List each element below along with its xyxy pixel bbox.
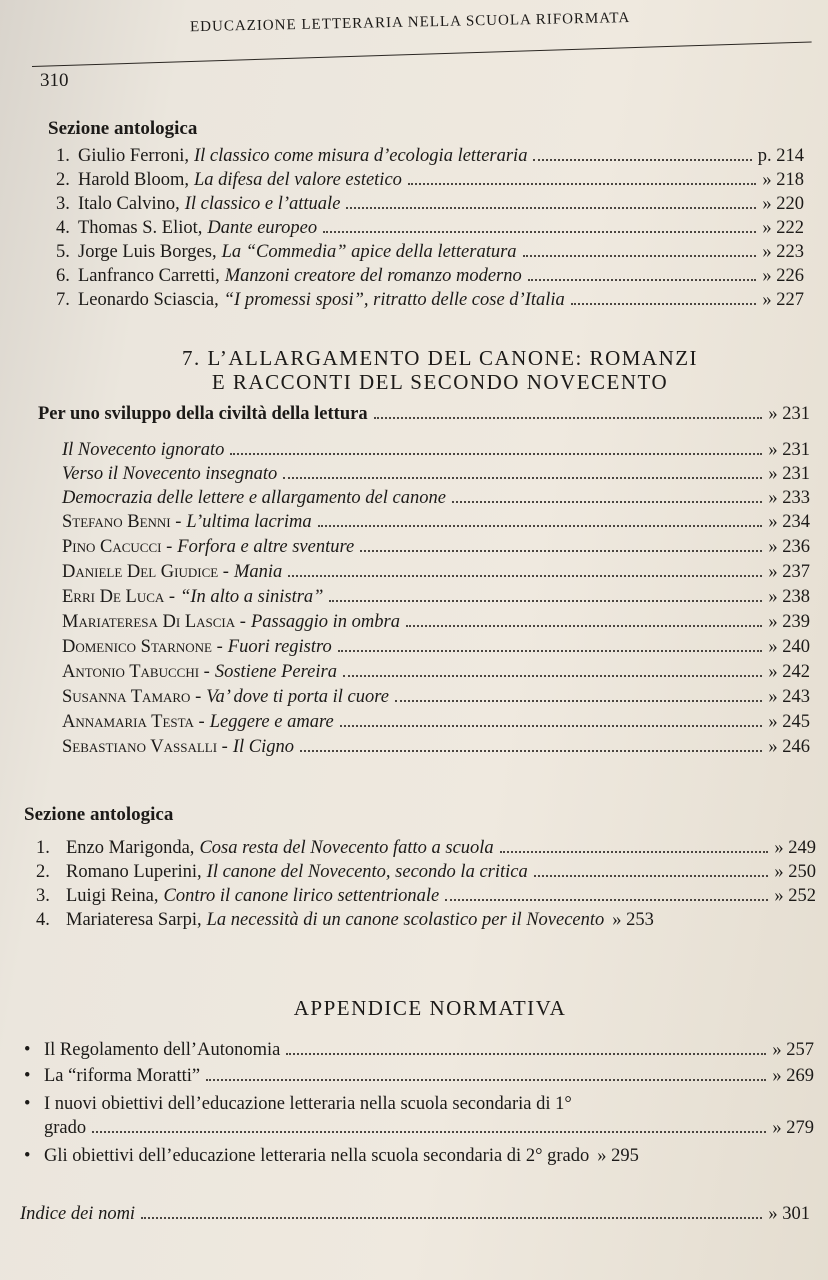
toc-entry[interactable]	[62, 712, 810, 733]
entry-title: Gli obiettivi dell’educazione letteraria nella scuola secondaria di 2° grado	[44, 1146, 590, 1166]
entry-page: » 223	[762, 242, 804, 262]
dot-leader	[452, 501, 762, 503]
section-title: Sezione antologica	[24, 804, 174, 825]
toc-entry[interactable]	[62, 687, 810, 708]
toc-entry[interactable]	[56, 242, 804, 263]
bullet-marker: •	[24, 1040, 31, 1060]
entry-author: Leonardo Sciascia,	[78, 290, 219, 310]
toc-entry[interactable]	[62, 440, 810, 461]
dot-leader	[300, 750, 762, 752]
dot-leader	[500, 851, 769, 853]
chapter-heading-line2: E RACCONTI DEL SECONDO NOVECENTO	[211, 370, 669, 394]
entry-page: » 239	[768, 612, 810, 632]
dot-leader	[360, 550, 762, 552]
entry-title: Democrazia delle lettere e allargamento del canone	[62, 488, 446, 508]
dot-leader	[283, 477, 762, 479]
dot-leader	[408, 183, 756, 185]
entry-page: » 234	[768, 512, 810, 532]
running-head: EDUCAZIONE LETTERARIA NELLA SCUOLA RIFORMATA	[189, 10, 631, 36]
entry-page: » 269	[772, 1066, 814, 1086]
entry-page: » 233	[768, 488, 810, 508]
dot-leader	[534, 875, 769, 877]
entry-page: » 246	[768, 737, 810, 757]
entry-title: La “riforma Moratti”	[44, 1066, 201, 1086]
entry-author: Harold Bloom,	[78, 170, 189, 190]
entry-title: Mania	[233, 562, 283, 582]
entry-page: » 249	[774, 838, 816, 858]
entry-title: Il Cigno	[232, 737, 294, 757]
entry-title: Leggere e amare	[209, 712, 334, 732]
section-title: Sezione antologica	[48, 118, 198, 139]
entry-number: 4.	[56, 218, 70, 238]
entry-page: » 238	[768, 587, 810, 607]
entry-page: » 231	[768, 440, 810, 460]
bullet-marker: •	[24, 1094, 31, 1114]
entry-title: Il Regolamento dell’Autonomia	[44, 1040, 281, 1060]
entry-author: Mariateresa Di Lascia -	[62, 612, 246, 632]
dot-leader	[323, 231, 756, 233]
dot-leader	[141, 1217, 762, 1219]
dot-leader	[92, 1131, 766, 1133]
dot-leader	[230, 453, 762, 455]
entry-author: Domenico Starnone -	[62, 637, 223, 657]
entry-author: Lanfranco Carretti,	[78, 266, 220, 286]
entry-title: Per uno sviluppo della civiltà della lettura	[38, 404, 368, 424]
entry-author: Thomas S. Eliot,	[78, 218, 203, 238]
entry-author: Sebastiano Vassalli -	[62, 737, 228, 757]
entry-author: Antonio Tabucchi -	[62, 662, 210, 682]
entry-number: 2.	[36, 862, 50, 882]
entry-page: » 279	[772, 1118, 814, 1138]
entry-page: » 226	[762, 266, 804, 286]
dot-leader	[395, 700, 762, 702]
entry-number: 7.	[56, 290, 70, 310]
toc-entry[interactable]	[56, 290, 804, 311]
entry-page: » 242	[768, 662, 810, 682]
toc-entry[interactable]	[36, 886, 816, 907]
bullet-marker: •	[24, 1146, 31, 1166]
entry-page: » 257	[772, 1040, 814, 1060]
toc-entry[interactable]	[56, 146, 804, 167]
entry-title-line1: I nuovi obiettivi dell’educazione letteraria nella scuola secondaria di 1°	[44, 1094, 572, 1114]
entry-number: 3.	[56, 194, 70, 214]
entry-title: Forfora e altre sventure	[177, 537, 355, 557]
entry-title: Sostiene Pereira	[214, 662, 337, 682]
chapter-heading	[160, 346, 720, 394]
entry-title: Il Novecento ignorato	[62, 440, 225, 460]
entry-page: » 245	[768, 712, 810, 732]
dot-leader	[374, 417, 763, 419]
header-rule	[32, 41, 812, 66]
toc-entry[interactable]	[62, 464, 810, 485]
toc-entry[interactable]	[62, 537, 810, 558]
entry-title: La necessità di un canone scolastico per il Novecento	[206, 910, 605, 930]
toc-entry[interactable]	[56, 194, 804, 215]
entry-page: » 227	[762, 290, 804, 310]
entry-number: 1.	[56, 146, 70, 166]
toc-entry[interactable]	[62, 488, 810, 509]
entry-author: Mariateresa Sarpi,	[66, 910, 202, 930]
toc-entry-lead[interactable]	[38, 404, 810, 425]
toc-entry[interactable]	[62, 587, 810, 608]
entry-page: » 218	[762, 170, 804, 190]
entry-author: Luigi Reina,	[66, 886, 159, 906]
entry-author: Erri De Luca -	[62, 587, 176, 607]
entry-title: Il canone del Novecento, secondo la critica	[206, 862, 528, 882]
entry-page: » 243	[768, 687, 810, 707]
toc-entry[interactable]	[36, 862, 816, 883]
entry-page: » 250	[774, 862, 816, 882]
index-entry[interactable]	[20, 1204, 810, 1225]
entry-title: “In alto a sinistra”	[180, 587, 324, 607]
entry-author: Romano Luperini,	[66, 862, 202, 882]
entry-page: p. 214	[757, 146, 804, 166]
entry-number: 1.	[36, 838, 50, 858]
entry-page: » 231	[768, 404, 810, 424]
toc-entry[interactable]	[56, 218, 804, 239]
toc-entry[interactable]	[36, 838, 816, 859]
entry-page: » 253	[612, 910, 654, 930]
entry-page: » 236	[768, 537, 810, 557]
dot-leader	[338, 650, 763, 652]
entry-title: La “Commedia” apice della letteratura	[221, 242, 517, 262]
dot-leader	[406, 625, 762, 627]
dot-leader	[288, 575, 762, 577]
entry-title: Dante europeo	[207, 218, 318, 238]
entry-title: Verso il Novecento insegnato	[62, 464, 278, 484]
entry-title: Indice dei nomi	[20, 1204, 136, 1224]
dot-leader	[343, 675, 762, 677]
dot-leader	[329, 600, 762, 602]
entry-title: Passaggio in ombra	[250, 612, 400, 632]
toc-entry[interactable]	[62, 662, 810, 683]
appendix-entry[interactable]	[24, 1146, 814, 1167]
dot-leader	[533, 159, 751, 161]
toc-entry[interactable]	[62, 737, 810, 758]
entry-page: » 301	[768, 1204, 810, 1224]
dot-leader	[206, 1079, 766, 1081]
entry-page: » 252	[774, 886, 816, 906]
toc-entry[interactable]	[56, 170, 804, 191]
entry-title: La difesa del valore estetico	[194, 170, 402, 190]
dot-leader	[346, 207, 756, 209]
entry-page: » 240	[768, 637, 810, 657]
toc-entry[interactable]	[62, 562, 810, 583]
toc-entry[interactable]	[62, 512, 810, 533]
entry-title: L’ultima lacrima	[186, 512, 312, 532]
entry-title: Manzoni creatore del romanzo moderno	[224, 266, 522, 286]
entry-author: Enzo Marigonda,	[66, 838, 195, 858]
entry-number: 5.	[56, 242, 70, 262]
entry-author: Italo Calvino,	[78, 194, 180, 214]
entry-number: 6.	[56, 266, 70, 286]
entry-page: » 222	[762, 218, 804, 238]
appendix-entry[interactable]	[24, 1066, 814, 1087]
toc-entry[interactable]	[36, 910, 816, 931]
dot-leader	[340, 725, 763, 727]
entry-title: Fuori registro	[227, 637, 332, 657]
toc-entry[interactable]	[56, 266, 804, 287]
toc-entry[interactable]	[62, 637, 810, 658]
appendix-entry[interactable]	[24, 1040, 814, 1061]
appendix-heading: APPENDICE NORMATIVA	[293, 996, 567, 1020]
chapter-heading-line1: 7. L’ALLARGAMENTO DEL CANONE: ROMANZI	[181, 346, 699, 370]
entry-title: Va’ dove ti porta il cuore	[206, 687, 389, 707]
entry-page: » 231	[768, 464, 810, 484]
entry-title: “I promessi sposi”, ritratto delle cose d’Italia	[223, 290, 565, 310]
entry-author: Susanna Tamaro -	[62, 687, 202, 707]
entry-page: » 220	[762, 194, 804, 214]
entry-page: » 295	[597, 1146, 639, 1166]
entry-title: Il classico e l’attuale	[184, 194, 341, 214]
appendix-entry[interactable]	[24, 1092, 814, 1140]
dot-leader	[286, 1053, 766, 1055]
dot-leader	[318, 525, 763, 527]
entry-title: Cosa resta del Novecento fatto a scuola	[199, 838, 494, 858]
entry-title: Contro il canone lirico settentrionale	[163, 886, 440, 906]
entry-author: Daniele Del Giudice -	[62, 562, 229, 582]
entry-number: 2.	[56, 170, 70, 190]
page-number: 310	[40, 70, 69, 91]
entry-number: 3.	[36, 886, 50, 906]
dot-leader	[445, 899, 768, 901]
entry-author: Stefano Benni -	[62, 512, 182, 532]
entry-page: » 237	[768, 562, 810, 582]
entry-title: Il classico come misura d’ecologia letteraria	[194, 146, 528, 166]
dot-leader	[528, 279, 757, 281]
entry-author: Pino Cacucci -	[62, 537, 173, 557]
entry-author: Annamaria Testa -	[62, 712, 205, 732]
dot-leader	[571, 303, 757, 305]
bullet-marker: •	[24, 1066, 31, 1086]
entry-title-line2: grado	[44, 1118, 87, 1138]
dot-leader	[523, 255, 757, 257]
entry-author: Jorge Luis Borges,	[78, 242, 217, 262]
toc-entry[interactable]	[62, 612, 810, 633]
entry-number: 4.	[36, 910, 50, 930]
entry-author: Giulio Ferroni,	[78, 146, 189, 166]
